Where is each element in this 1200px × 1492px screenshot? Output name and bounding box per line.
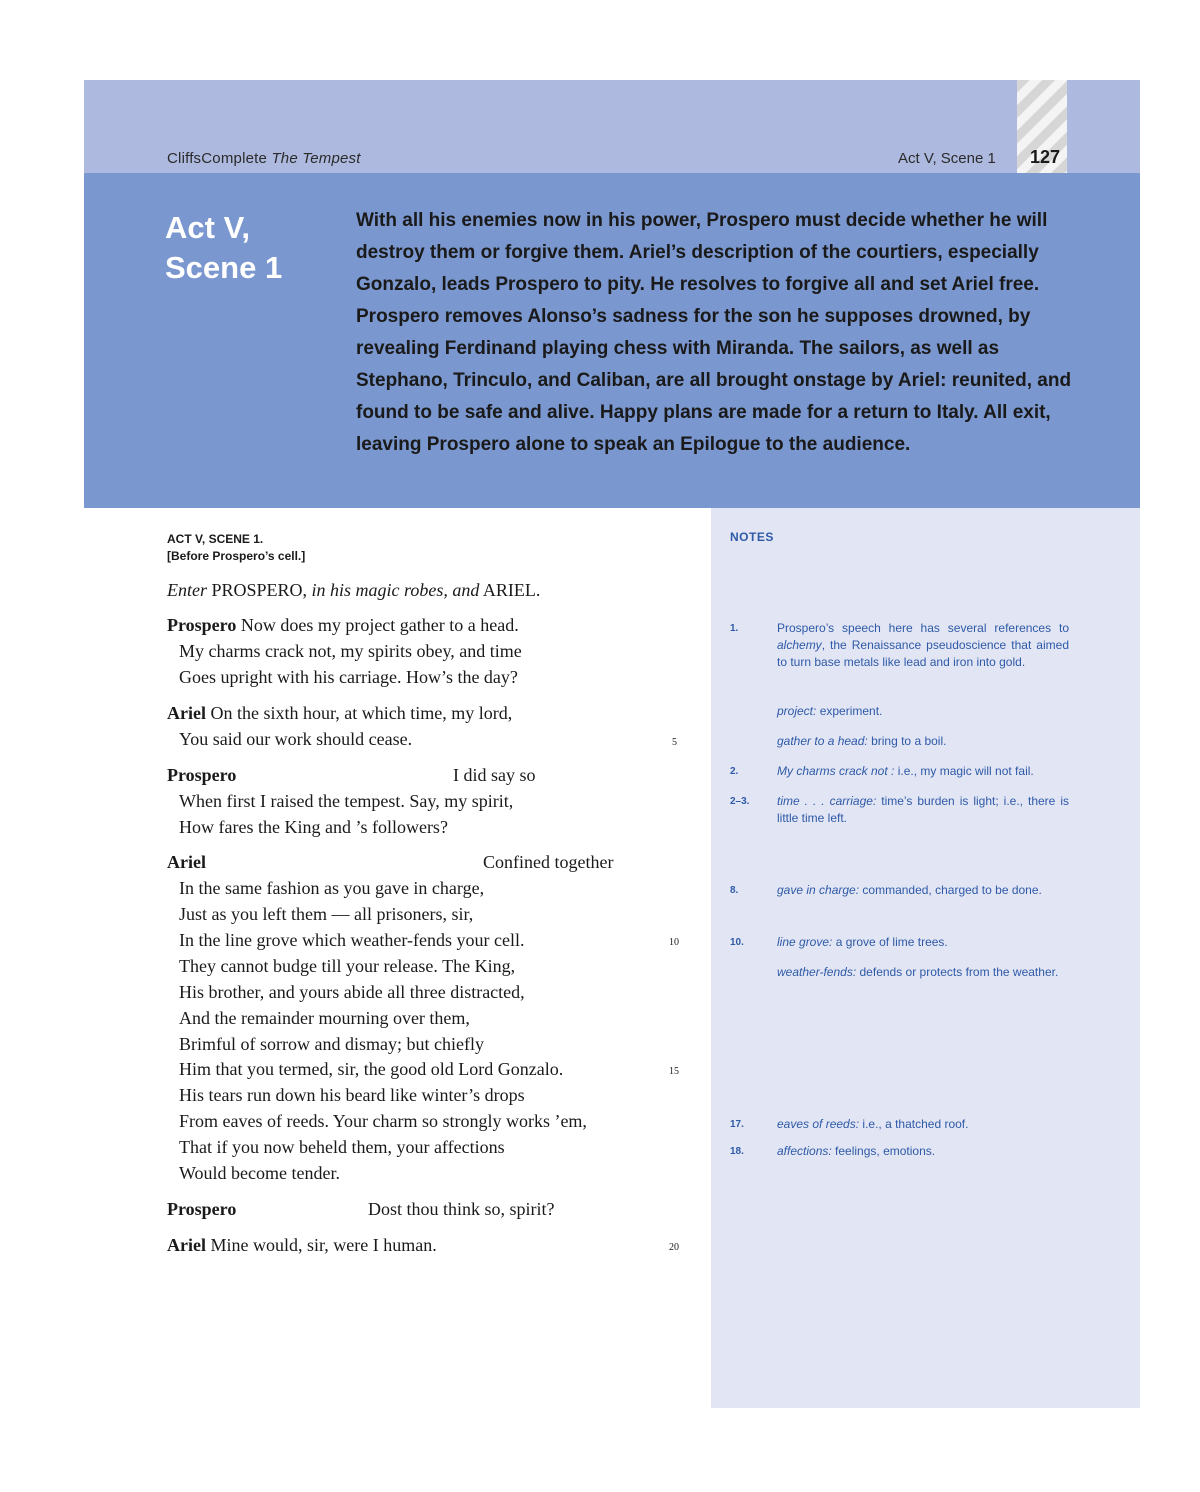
verse-line: Him that you termed, sir, the good old Lord Gonzalo. <box>179 1059 564 1079</box>
verse-line: In the line grove which weather-fends your cell. <box>179 930 525 950</box>
note-number: 10. <box>730 937 744 948</box>
verse-line: Confined together <box>483 852 614 872</box>
speaker-name: Ariel <box>167 1235 206 1255</box>
verse-line: You said our work should cease. <box>179 729 413 749</box>
verse-line: His brother, and yours abide all three distracted, <box>179 982 525 1002</box>
note-text: project: experiment. <box>777 704 883 718</box>
note-number: 18. <box>730 1146 744 1157</box>
line-number: 5 <box>672 737 677 748</box>
verse-line: Goes upright with his carriage. How’s the day? <box>179 667 518 687</box>
scene-number: ACT V, SCENE 1. <box>167 532 264 546</box>
note-number: 1. <box>730 623 739 634</box>
scene-heading <box>167 531 305 565</box>
line-number: 20 <box>669 1242 679 1253</box>
note-text: line grove: a grove of lime trees. <box>777 935 948 949</box>
running-head-section: Act V, Scene 1 <box>898 150 996 167</box>
note-text: gather to a head: bring to a boil. <box>777 734 947 748</box>
notes-heading: NOTES <box>730 530 774 544</box>
note-text: weather-fends: defends or protects from the weather. <box>777 965 1059 979</box>
note-number: 2. <box>730 766 739 777</box>
verse-line: Ariel Mine would, sir, were I human. <box>167 1235 437 1255</box>
note-number: 17. <box>730 1119 744 1130</box>
running-head-left <box>167 150 361 167</box>
verse-line: His tears run down his beard like winter’s drops <box>179 1085 525 1105</box>
verse-line <box>167 765 236 786</box>
speaker-name: Prospero <box>167 615 237 635</box>
series-name: CliffsComplete <box>167 150 268 167</box>
line-number: 15 <box>669 1066 679 1077</box>
speaker-name: Prospero <box>167 765 237 785</box>
note-text: time . . . carriage: time’s burden is light; i.e., there is little time left. <box>777 794 1069 825</box>
verse-line: Brimful of sorrow and dismay; but chiefly <box>179 1034 484 1054</box>
verse-line: Would become tender. <box>179 1163 340 1183</box>
page-number: 127 <box>1030 147 1061 167</box>
speaker-name: Ariel <box>167 703 206 723</box>
note-text: Prospero’s speech here has several references to alchemy, the Renaissance pseudoscience that aimed to turn base metals like lead and iron into gold. <box>777 621 1069 669</box>
note-text: affections: feelings, emotions. <box>777 1144 936 1158</box>
verse-line: Dost thou think so, spirit? <box>368 1199 555 1219</box>
scene-title-line2: Scene 1 <box>165 250 283 285</box>
verse-line: How fares the King and ’s followers? <box>179 817 448 837</box>
verse-line: I did say so <box>453 765 536 785</box>
verse-line: And the remainder mourning over them, <box>179 1008 470 1028</box>
speaker-name: Ariel <box>167 852 206 872</box>
note-number: 2–3. <box>730 796 750 807</box>
book-title: The Tempest <box>271 150 361 167</box>
stage-direction: Enter PROSPERO, in his magic robes, and ARIEL. <box>167 580 541 600</box>
verse-line: That if you now beheld them, your affections <box>179 1137 505 1157</box>
note-text: gave in charge: commanded, charged to be done. <box>777 883 1042 897</box>
verse-line: They cannot budge till your release. The King, <box>179 956 516 976</box>
verse-line: In the same fashion as you gave in charge, <box>179 878 485 898</box>
note-text: eaves of reeds: i.e., a thatched roof. <box>777 1117 969 1131</box>
verse-line <box>167 1199 236 1220</box>
speaker-name: Prospero <box>167 1199 237 1219</box>
verse-line: When first I raised the tempest. Say, my spirit, <box>179 791 514 811</box>
scene-title-line1: Act V, <box>165 210 251 245</box>
verse-line: Just as you left them — all prisoners, sir, <box>179 904 474 924</box>
verse-line: My charms crack not, my spirits obey, and time <box>179 641 522 661</box>
line-number: 10 <box>669 937 679 948</box>
verse-line: Prospero Now does my project gather to a head. <box>167 615 519 635</box>
scene-summary: With all his enemies now in his power, Prospero must decide whether he will destroy them or forgive them. Ariel’s description of the courtiers, especially Gonzalo, leads Prospero to pity. He resolves to forgive all and set Ariel free. Prospero removes Alonso’s sadness for the son he supposes drowned, by revealing Ferdinand playing chess with Miranda. The sailors, as well as Stephano, Trinculo, and Caliban, are all brought onstage by Ariel: reunited, and found to be safe and alive. Happy plans are made for a return to Italy. All exit, leaving Prospero alone to speak an Epilogue to the audience. <box>356 210 1072 455</box>
verse-line: From eaves of reeds. Your charm so strongly works ’em, <box>179 1111 587 1131</box>
verse-line <box>167 852 206 873</box>
verse-line: Ariel On the sixth hour, at which time, my lord, <box>167 703 513 723</box>
note-number: 8. <box>730 885 739 896</box>
note-text: My charms crack not : i.e., my magic will not fail. <box>777 764 1034 778</box>
scene-setting: [Before Prospero’s cell.] <box>167 549 306 563</box>
scene-title <box>165 208 282 288</box>
